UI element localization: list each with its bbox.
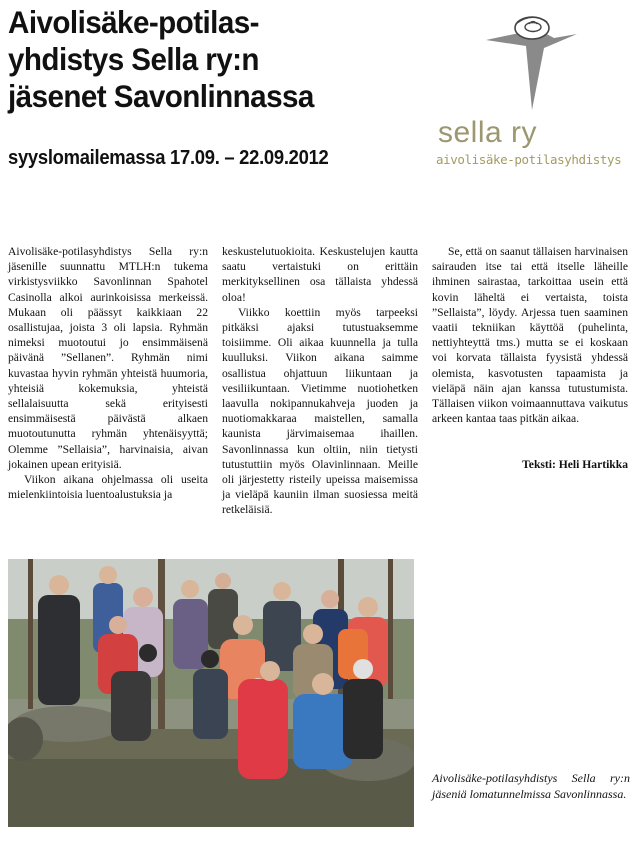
title-line: yhdistys Sella ry:n <box>8 41 259 77</box>
article-title <box>8 4 403 115</box>
logo-tagline: aivolisäke-potilasyhdistys <box>436 152 622 167</box>
title-line: Aivolisäke-potilas- <box>8 4 259 40</box>
article-column-2 <box>222 244 418 518</box>
paragraph: Aivolisäke-potilasyhdistys Sella ry:n jäsenille suunnattu MTLH:n tukema virkistysviikko Savonlinnan Spahotel Casinolla alkoi aurinkoisissa merkeissä. Mukaan oli päässyt kaikkiaan 22 osallistujaa, joista 3 oli lapsia. Ryhmän nimeksi muotoutui jo ensimmäisenä päivänä ”Sellanen”. Ryhmän nimi kuvastaa hyvin ryhmän yhteistä huumoria, yhteisiä kokemuksia, yhteistä sellalaisuutta sekä erityisesti ensimmäisestä päivästä alkaen muotoutunutta ryhmän yhtenäisyyttä; Olemme ”Sellaisia”, harvinaisia, aivan jokainen upean erityisiä. <box>8 245 208 471</box>
paragraph: Viikko koettiin myös tarpeeksi pitkäksi ajaksi tutustuaksemme toisiimme. Oli aikaa kuunnella ja tulla kuulluksi. Viikon aikana saimme osallistua ohjattuun liikuntaan ja vesiliikuntaan. Vietimme nuotiohetken laavulla nokipannukahveja juoden ja nuotiomakkaraa maistellen, samalla kaunista järvimaisemaa ihaillen. Savonlinnassa kun oltiin, niin tietysti tutustuttiin myös Olavinlinnaan. Meille oli järjestetty risteily upeissa maisemissa ja vieläpä kauniin ilman suosiessa meitä retkeläisiä. <box>222 305 418 517</box>
paragraph: keskustelutuokioita. Keskustelujen kautta saatu vertaistuki on erittäin merkityksellinen osa tällaista yhdessä oloa! <box>222 245 418 304</box>
sella-logo <box>436 10 636 170</box>
group-photo <box>8 559 414 827</box>
paragraph: Se, että on saanut tällaisen harvinaisen sairauden itse tai että itselle läheille ihminen sairastaa, tarkoittaa usein että kovin läheltä ei vertaista, toista ”Sellaista”, löydy. Arjessa tuen saaminen vaatii tekniikan käyttöä (puhelinta, nettiyhteyttä tms.) mutta se ei koskaan voi korvata tällaista fyysistä yhdessä olemista, kasvotusten tapaamista ja vieläpä näin ajan kanssa tutustumista. Tällaisen viikon voimaannuttava vaikutus arkeen kantaa taas pitkän aikaa. <box>432 245 628 426</box>
sella-figure-icon <box>484 10 579 112</box>
photo-caption: Aivolisäke-potilasyhdistys Sella ry:n jäseniä lomatunnelmissa Savonlinnassa. <box>432 771 630 801</box>
article-subtitle: syyslomailemassa 17.09. – 22.09.2012 <box>8 147 329 169</box>
article-column-3 <box>432 244 628 426</box>
article-column-1 <box>8 244 208 502</box>
group-photo-illustration <box>8 559 414 827</box>
logo-name: sella ry <box>438 116 538 149</box>
paragraph: Viikon aikana ohjelmassa oli useita mielenkiintoisia luentoalustuksia ja <box>8 473 208 502</box>
title-line: jäsenet Savonlinnassa <box>8 78 314 114</box>
author-signature: Teksti: Heli Hartikka <box>522 458 628 471</box>
